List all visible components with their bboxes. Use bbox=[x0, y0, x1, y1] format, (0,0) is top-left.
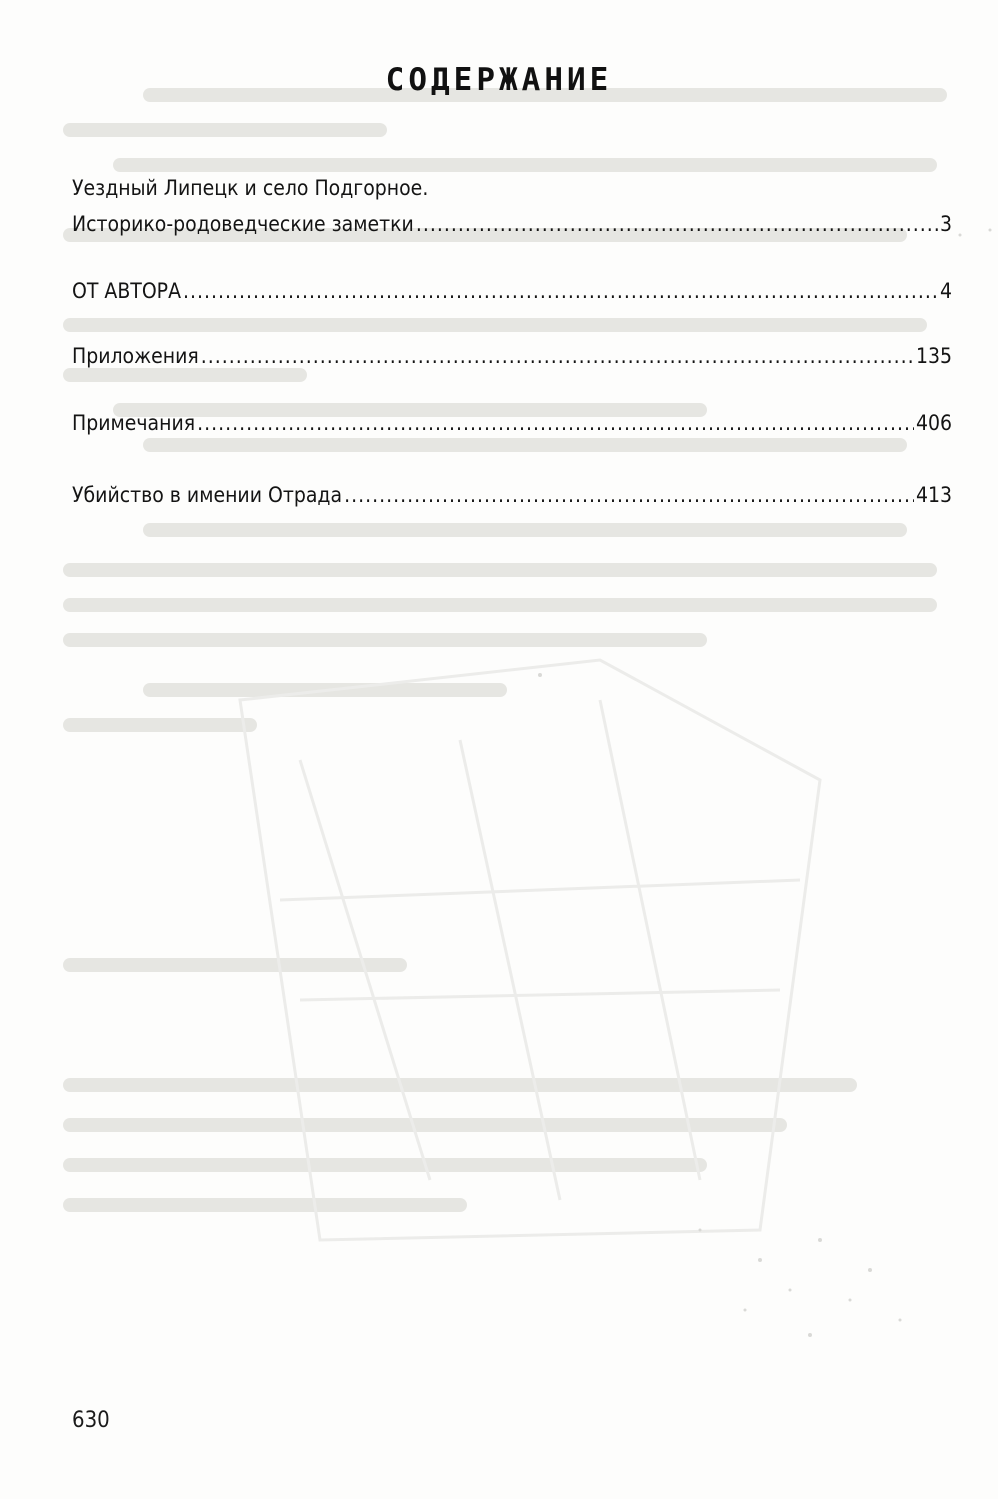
toc-entry-line bbox=[72, 405, 952, 441]
dot-leader bbox=[197, 405, 914, 441]
toc-entry-title: Уездный Липецк и село Подгорное. bbox=[72, 176, 429, 200]
dot-leader bbox=[183, 273, 938, 309]
toc-entry-title: Приложения bbox=[72, 344, 199, 368]
toc-entry-page-number: 413 bbox=[915, 483, 952, 507]
dot-leader bbox=[344, 477, 914, 513]
toc-entry-first-line bbox=[72, 170, 952, 206]
toc-entry-second-line bbox=[72, 206, 952, 242]
dot-leader bbox=[416, 206, 938, 242]
toc-entry bbox=[72, 170, 952, 242]
toc-entry bbox=[72, 405, 952, 441]
dot-leader bbox=[201, 338, 914, 374]
page-folio: 630 bbox=[72, 1408, 110, 1433]
page-title: СОДЕРЖАНИЕ bbox=[385, 62, 613, 98]
toc-entry-page-number: 4 bbox=[939, 279, 952, 303]
toc-entry-title: Примечания bbox=[72, 411, 196, 435]
toc-entry-title: Историко-родоведческие заметки bbox=[72, 212, 414, 236]
toc-entry-line bbox=[72, 477, 952, 513]
toc-entry-page-number: 135 bbox=[915, 344, 952, 368]
toc-entry-page-number: 406 bbox=[915, 411, 952, 435]
toc-entry-page-number: 3 bbox=[939, 212, 952, 236]
toc-entry-title: ОТ АВТОРА bbox=[72, 279, 181, 303]
toc-entry-line bbox=[72, 273, 952, 309]
toc-entry-title: Убийство в имении Отрада bbox=[72, 483, 343, 507]
toc-entry-line bbox=[72, 338, 952, 374]
toc-entry bbox=[72, 477, 952, 513]
toc-entry bbox=[72, 338, 952, 374]
toc-entry bbox=[72, 273, 952, 309]
